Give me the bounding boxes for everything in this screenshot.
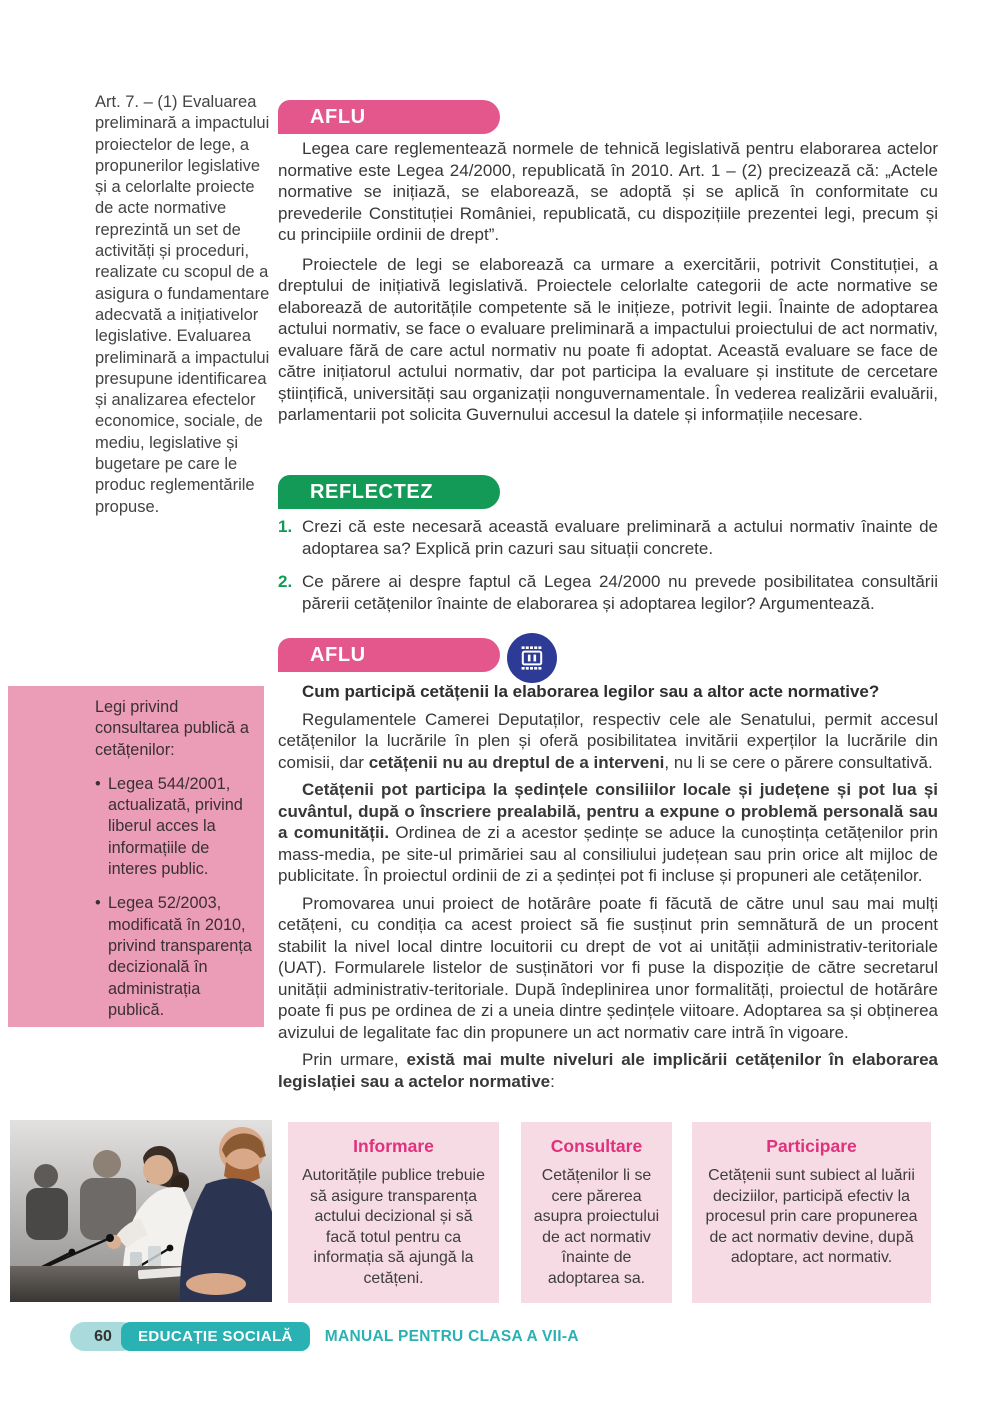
manual-title: MANUAL PENTRU CLASA A VII-A — [324, 1327, 579, 1345]
paragraph-text: Prin urmare, — [302, 1050, 407, 1069]
section-question-heading: Cum participă cetățenii la elaborarea legilor sau a altor acte normative? — [302, 682, 880, 701]
paragraph — [278, 709, 938, 774]
paragraph — [278, 779, 938, 887]
section-badge-aflu-2: AFLU — [278, 638, 500, 672]
level-text: Cetățenilor li se cere părerea asupra proiectului de act normativ înainte de adoptarea sa. — [533, 1167, 660, 1287]
page-footer — [70, 1322, 579, 1351]
paragraph-text: , nu li se cere o părere consultativă. — [664, 752, 933, 772]
question-number: 1. — [278, 517, 293, 536]
level-text: Autoritățile publice trebuie să asigure transparența actului decizional și să facă totul pentru ca informația să ajungă la cetățeni. — [302, 1167, 485, 1287]
paragraph-text: Regulamentele Camerei Deputaților, respectiv cele ale Senatului, permit accesul cetățenilor la lucrările în plen și oferă posibilitatea invitării experților la lucrările din comisii, dar — [278, 709, 938, 772]
section-badge-aflu-1: AFLU — [278, 100, 500, 134]
law-item-text: Legea 544/2001, actualizată, privind liberul acces la informațiile de interes public. — [108, 774, 243, 879]
level-title: Participare — [766, 1136, 857, 1156]
section-badge-reflectez: REFLECTEZ — [278, 475, 500, 509]
paragraph: Legea care reglementează normele de tehnică legislativă pentru elaborarea actelor normative este Legea 24/2000, republicată în 2010. Art. 1 – (2) precizează că: „Actele normative se inițiază, se elaborează, se adoptă și se aplică în conformitate cu prevederile Constituției României, republicată, cu dispozițiile prezentei legi, precum și cu principiile ordinii de drept”. — [278, 139, 938, 244]
conference-photo — [10, 1120, 272, 1302]
aflu2-body — [278, 681, 938, 1092]
paragraph: Promovarea unui proiect de hotărâre poate fi făcută de către unul sau mai mulți cetățeni, cu condiția ca acest proiect să fie susținut prin semnătură de un procent stabilit la nivel local dintre locuitorii cu drept de vot ai unității administrativ-teritoriale (UAT). Formularele listelor de susținători vor fi puse la dispoziție de către secretarul unității administrativ-teritoriale. După îndeplinirea unor formalități, proiectul de hotărâre poate fi pus pe ordinea de zi a uneia dintre ședințele viitoare. Adoptarea sa și obținerea avizului de legalitate fac din propunere un act normativ care intră în vigoare. — [278, 893, 938, 1042]
level-box-consultare — [521, 1122, 672, 1303]
paragraph-bold-text: există mai multe niveluri ale implicării cetățenilor în elaborarea legislației sau a actelor normative — [278, 1050, 938, 1091]
numbered-question — [278, 571, 938, 614]
list-item — [95, 774, 254, 880]
level-box-participare — [692, 1122, 931, 1303]
paragraph-text: : — [550, 1071, 555, 1091]
bullet-icon: • — [95, 894, 101, 913]
question-text: Crezi că este necesară această evaluare preliminară a actului normativ înainte de adoptarea sa? Explică prin cazuri sau situații concrete. — [302, 517, 938, 558]
paragraph: Proiectele de legi se elaborează ca urmare a exercitării, potrivit Constituției, a dreptului de inițiativă legislativă. Proiectele celorlalte categorii de acte normative se elaborează de autoritățile competente să le inițieze, potrivit legii. Înainte de adoptarea actului normativ, se face o evaluare preliminară a impactului proiectului de act normativ, evaluare fără de care actul normativ nu poate fi adoptat. Această evaluare se face de către inițiatorul actului normativ, dar pot participa la evaluare și institute de cercetare științifică, universități sau organizații nonguvernamentale. În vederea realizării evaluării, parlamentarii pot solicita Guvernului accesul la datele și informațiile necesare. — [278, 254, 938, 424]
aflu1-body — [278, 138, 938, 426]
question-number: 2. — [278, 572, 293, 591]
page-number: 60 — [70, 1322, 136, 1351]
list-item — [95, 893, 254, 1021]
laws-sidebar-box — [8, 686, 264, 1027]
reflectez-question-list — [278, 516, 938, 614]
paragraph-text: Ordinea de zi a acestor ședințe se aduce la cunoștința cetățenilor prin mass-media, pe site-ul primăriei sau al consiliului județean sau prin orice alt mijloc de publicitate. În proiectul ordinii de zi a ședinței pot fi incluse și propuneri ale cetățenilor. — [278, 823, 938, 885]
level-text: Cetățenii sunt subiect al luării deciziilor, participă efectiv la procesul prin care propunerea de act normativ devine, după adoptare, act normativ. — [705, 1167, 918, 1267]
law-item-text: Legea 52/2003, modificată în 2010, privind transparența decizională în administrația publică. — [108, 894, 252, 1019]
paragraph — [278, 1049, 938, 1092]
level-title: Informare — [353, 1136, 434, 1156]
bullet-icon: • — [95, 774, 101, 793]
numbered-question — [278, 516, 938, 559]
question-text: Ce părere ai despre faptul că Legea 24/2000 nu prevede posibilitatea consultării părerii cetățenilor înainte de elaborarea și adoptarea legilor? Argumentează. — [302, 572, 938, 613]
level-box-informare — [288, 1122, 499, 1303]
margin-note-article-7: Art. 7. – (1) Evaluarea preliminară a impactului proiectelor de lege, a propunerilor legislative și a celorlalte proiecte de acte normative reprezintă un set de activități și proceduri, realizate cu scopul de a asigura o fundamentare adecvată a inițiativelor legislative. Evaluarea preliminară a impactului presupune identificarea și analizarea efectelor economice, sociale, de mediu, legislative și bugetare pe care le produc reglementările propuse. — [95, 93, 270, 516]
level-title: Consultare — [550, 1136, 643, 1156]
laws-box-title: Legi privind consultarea publică a cetățenilor: — [95, 698, 249, 759]
subject-badge: EDUCAȚIE SOCIALĂ — [121, 1322, 310, 1351]
film-icon — [507, 633, 557, 683]
paragraph-bold-text: cetățenii nu au dreptul de a interveni — [368, 752, 665, 772]
paragraph-bold-text: Cetățenii pot participa la ședințele consiliilor locale și județene și pot lua și cuvântul, după o înscriere prealabilă, pentru a expune o problemă personală sau a comunității. — [278, 780, 938, 842]
